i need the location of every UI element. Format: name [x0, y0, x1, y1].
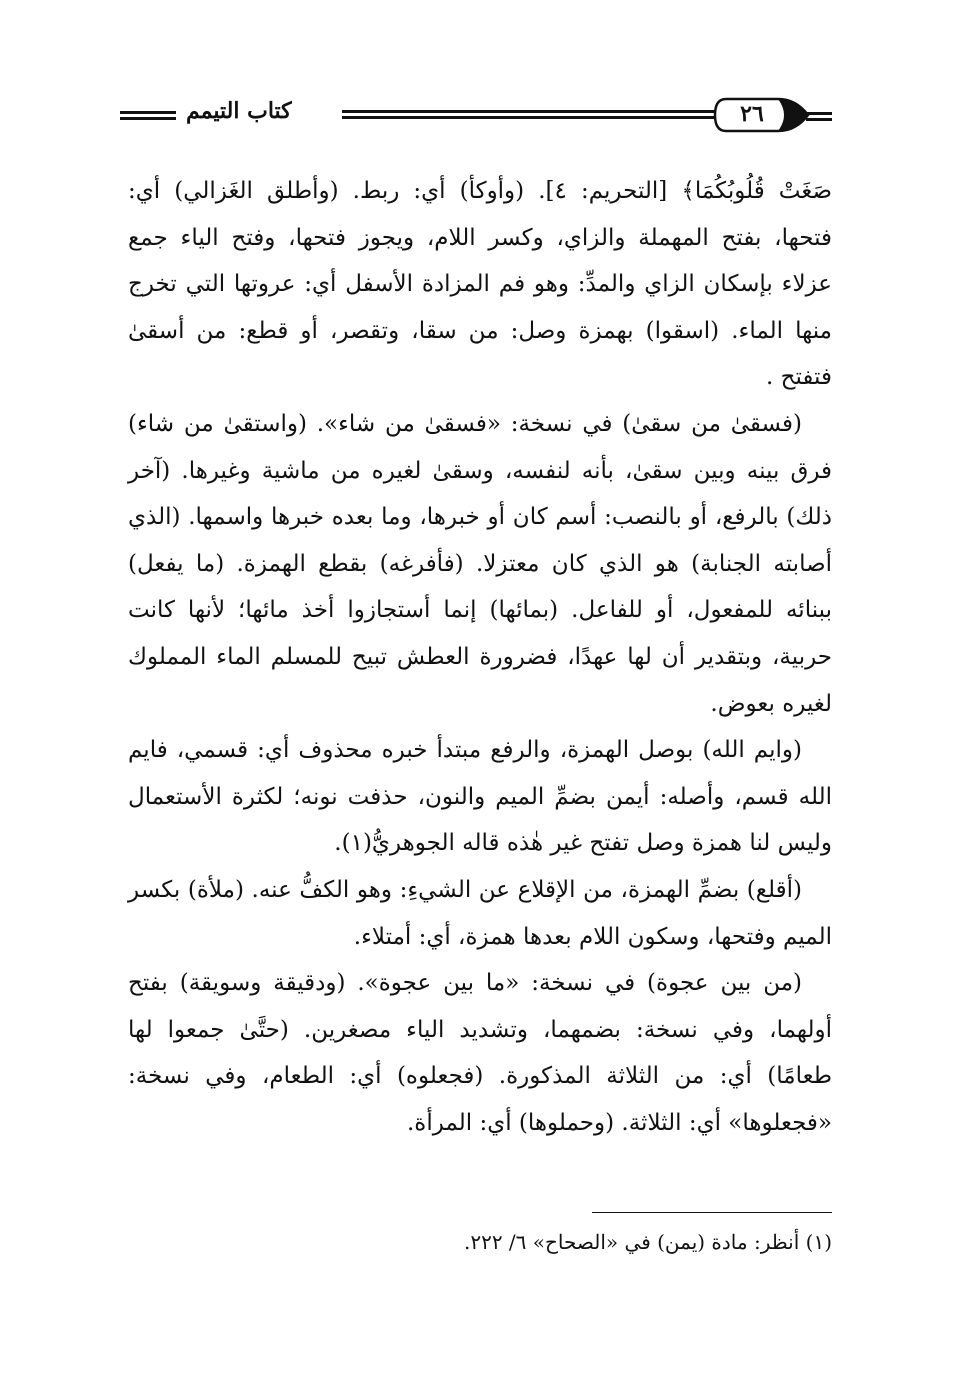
running-title: كتاب التيمم: [186, 98, 292, 124]
page-number: ٢٦: [740, 101, 764, 127]
paragraph: (من بين عجوة) في نسخة: «ما بين عجوة». (ودقيقة وسويقة) بفتح أولهما، وفي نسخة: بضمهما، وتشديد الياء مصغرين. (حتَّىٰ جمعوا لها طعامًا) أي: من الثلاثة المذكورة. (فجعلوه) أي: الطعام، وفي نسخة: «فجعلوها» أي: الثلاثة. (وحملوها) أي: المرأة.: [128, 970, 832, 1136]
footnote: (١) أنظر: مادة (يمن) في «الصحاح» ٦/ ٢٢٢.: [463, 1230, 832, 1254]
footnote-separator: [592, 1212, 832, 1213]
paragraph: (فسقىٰ من سقىٰ) في نسخة: «فسقىٰ من شاء». (واستقىٰ من شاء) فرق بينه وبين سقىٰ، بأنه لنفسه، وسقىٰ لغيره من ماشية وغيرها. (آخر ذلك) بالرفع، أو بالنصب: أسم كان أو خبرها، وما بعده خبرها واسمها. (الذي أصابته الجنابة) هو الذي كان معتزلا. (فأفرغه) بقطع الهمزة. (ما يفعل) ببنائه للمفعول، أو للفاعل. (بمائها) إنما أستجازوا أخذ مائها؛ لأنها كانت حربية، وبتقدير أن لها عهدًا، فضرورة العطش تبيح للمسلم الماء المملوك لغيره بعوض.: [128, 410, 833, 717]
paragraph: (أقلع) بضمِّ الهمزة، من الإقلاع عن الشيءِ: وهو الكفُّ عنه. (ملأة) بكسر الميم وفتحها، وسكون اللام بعدها همزة، أي: أمتلاء.: [128, 876, 832, 950]
paragraph: صَغَتْ قُلُوبُكُمَا﴾ [التحريم: ٤]. (وأوكأ) أي: ربط. (وأطلق الغَزالي) أي: فتحها، بفتح المهملة والزاي، وكسر اللام، ويجوز فتحها، وفتح الياء جمع عزلاء بإسكان الزاي والمدِّ: وهو فم المزادة الأسفل أي: عروتها التي تخرج منها الماء. (اسقوا) بهمزة وصل: من سقا، وتقصر، أو قطع: من أسقىٰ فتفتح .: [128, 178, 833, 391]
page-number-badge: [712, 96, 812, 134]
main-text: [128, 168, 832, 1146]
paragraph: (وايم الله) بوصل الهمزة، والرفع مبتدأ خبره محذوف أي: قسمي، فايم الله قسم، وأصله: أيمن بضمِّ الميم والنون، حذفت نونه؛ لكثرة الأستعمال وليس لنا همزة وصل تفتح غير هٰذه قاله الجوهريُّ(١).: [128, 737, 832, 857]
header-rule-right: [806, 112, 832, 121]
header-rule-middle: [342, 110, 728, 119]
header-rule-left: [120, 111, 176, 120]
page-header: [120, 96, 832, 140]
